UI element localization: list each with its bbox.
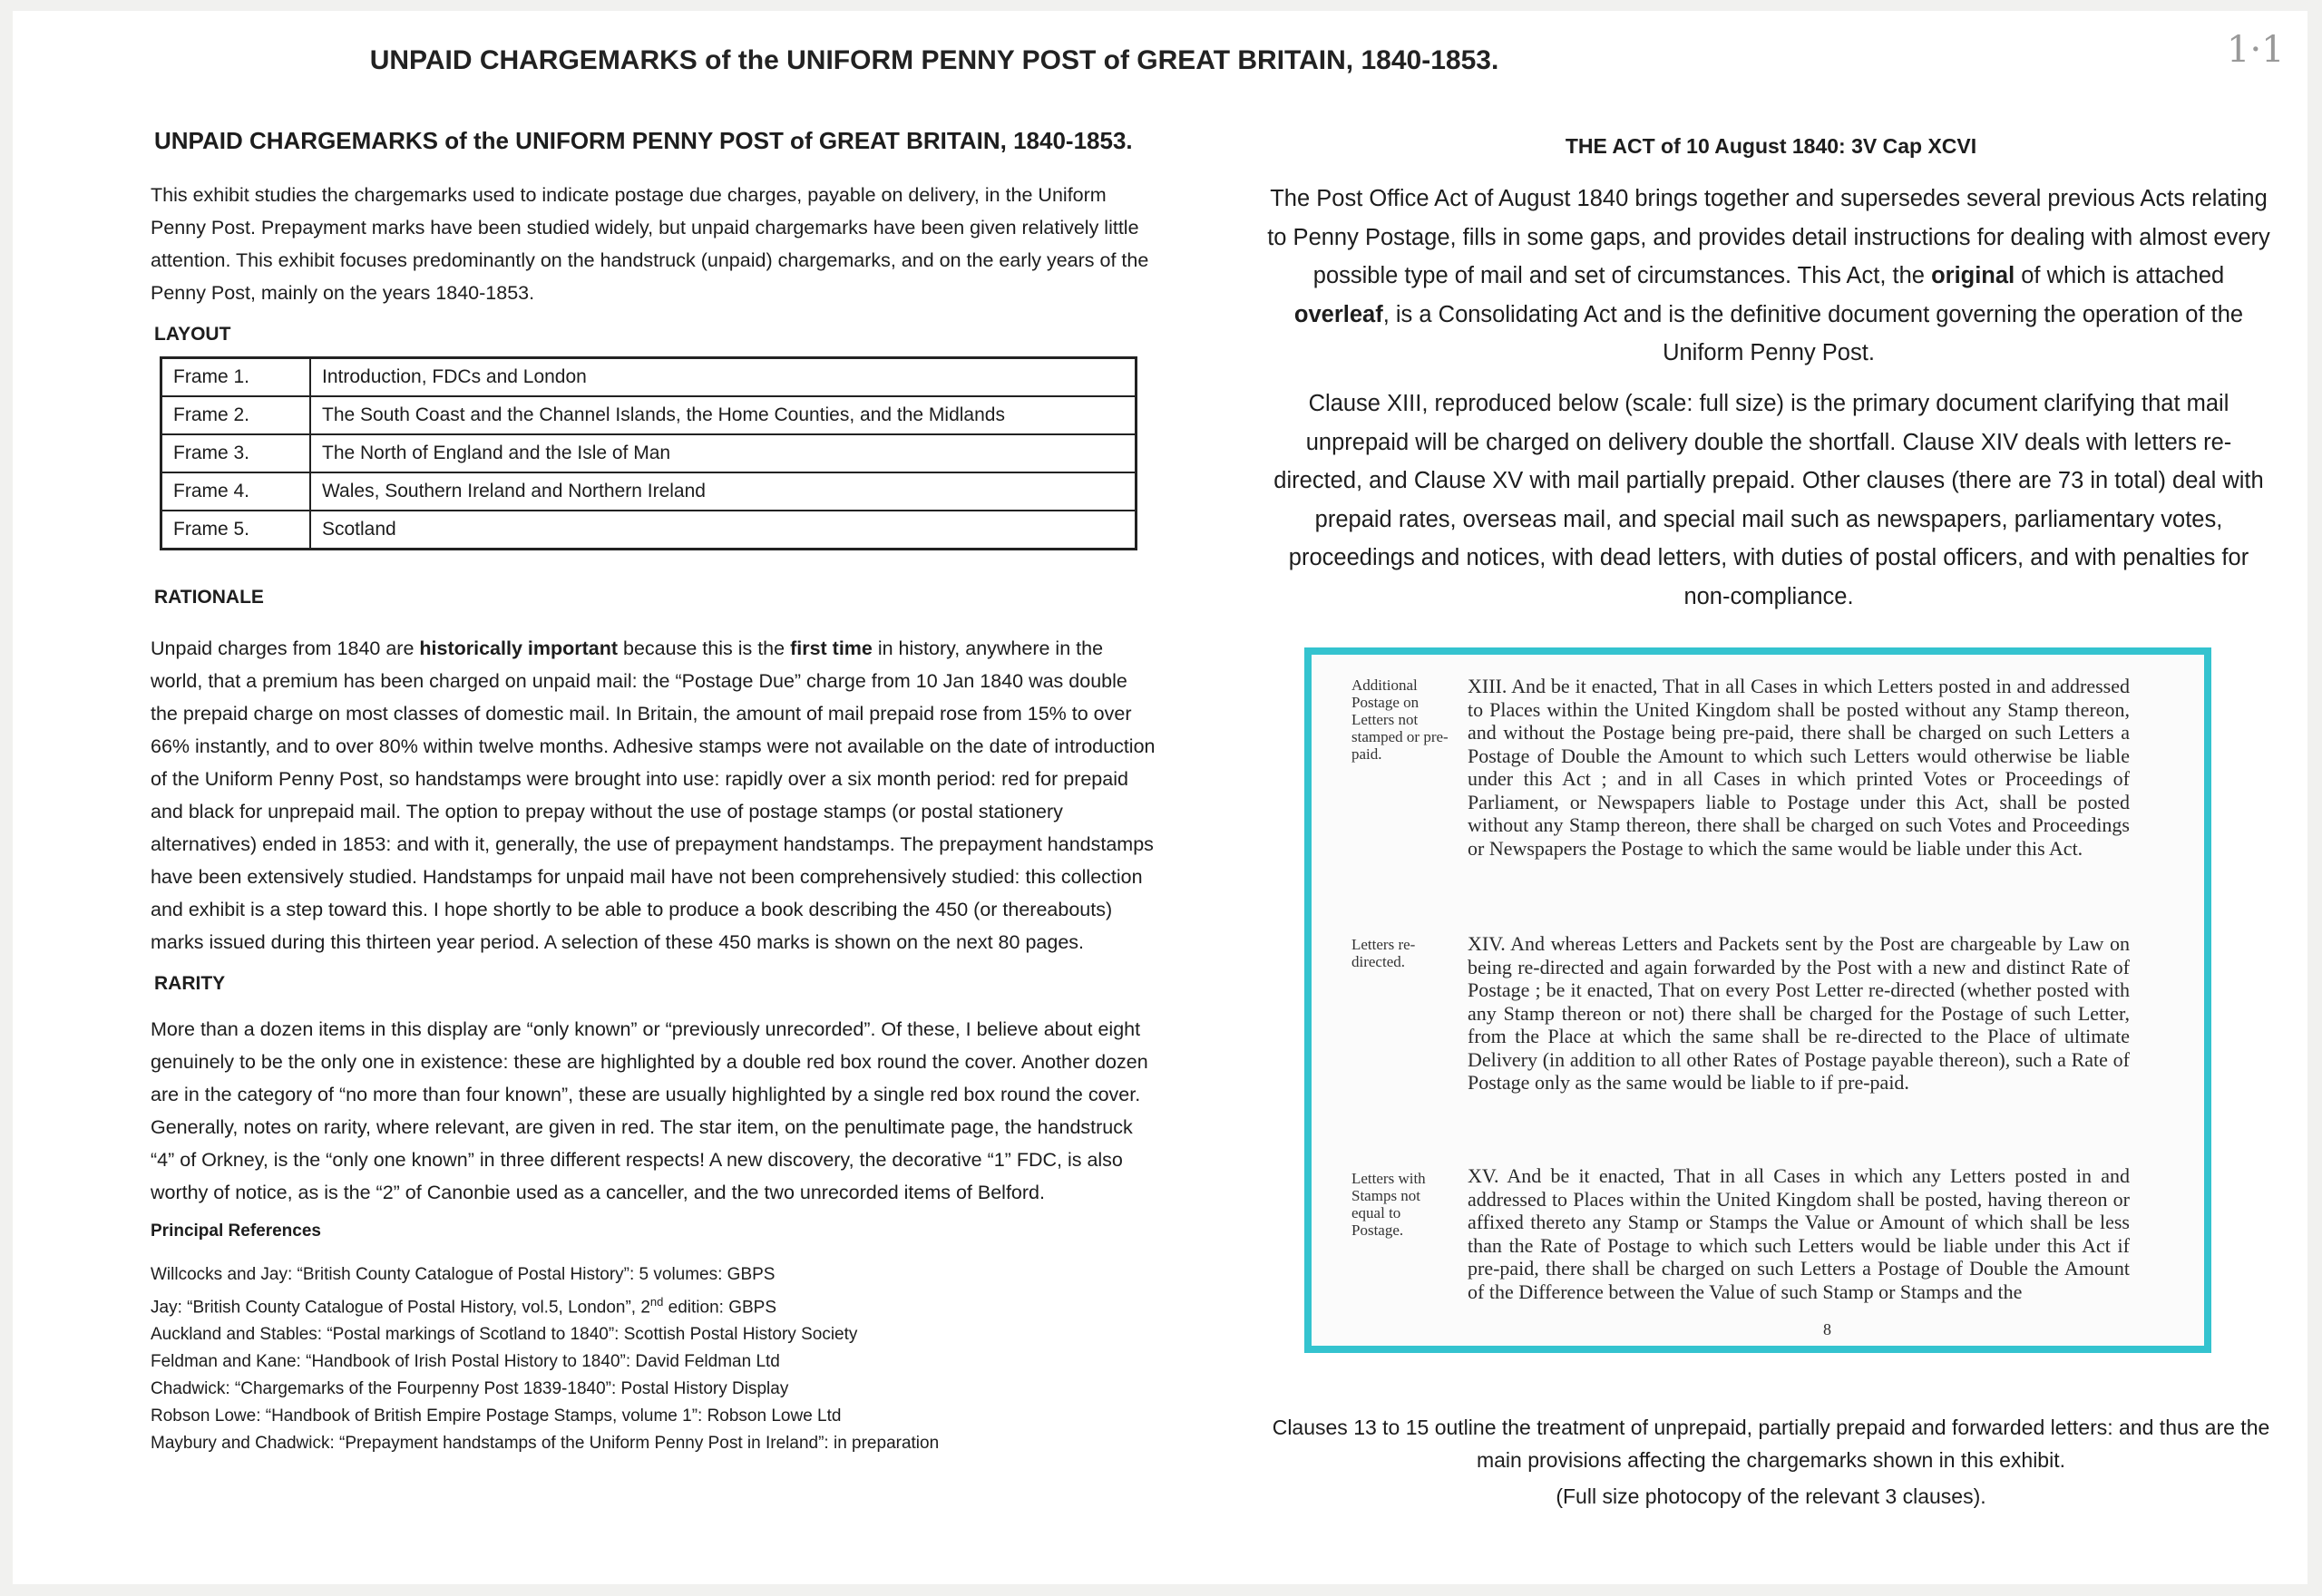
act-heading: THE ACT of 10 August 1840: 3V Cap XCVI xyxy=(1565,134,1977,158)
frame-content-cell: The North of England and the Isle of Man xyxy=(310,434,1137,472)
references-list xyxy=(151,1261,1157,1457)
table-row xyxy=(161,511,1137,550)
clause-xiv: XIV. And whereas Letters and Packets sent by the Post are chargeable by Law on being re-directed and again forwarded by the Post with a new and distinct Rate of Postage ; be it enacted, That on every Post Letter re-directed (whether posted with any Stamp thereon or not) there shall be charged for the Postage of such Letter, from the Place at which the same shall be re-directed to the Place of ultimate Delivery (in addition to all other Rates of Postage payable thereon), such a Rate of Postage only as the same would be liable to if pre-paid. xyxy=(1468,932,2130,1094)
clause-margin-note: Additional Postage on Letters not stamped or pre-paid. xyxy=(1351,676,1449,763)
clause-xv: XV. And be it enacted, That in all Cases in which any Letters posted in and addressed to Places within the United Kingdom shall be posted, having thereon or affixed thereto any Stamp or Stamps the Value or Amount of which shall be less than the Rate of Postage to which such Letters would be liable under this Act if pre-paid, there shall be charged on such Letters a Postage of Double the Amount of the Difference between the Value of such Stamp or Stamps and the xyxy=(1468,1164,2130,1303)
layout-table xyxy=(160,356,1137,550)
section-title: UNPAID CHARGEMARKS of the UNIFORM PENNY POST of GREAT BRITAIN, 1840-1853. xyxy=(154,127,1133,154)
frame-cell: Frame 3. xyxy=(161,434,311,472)
clauses-caption: Clauses 13 to 15 outline the treatment of unprepaid, partially prepaid and forwarded letters: and thus are the main provisions affecting the chargemarks shown in this exhibit. xyxy=(1272,1416,2270,1472)
reference-item: Auckland and Stables: “Postal markings of Scotland to 1840”: Scottish Postal History Society xyxy=(151,1325,858,1345)
frame-content-cell: Scotland xyxy=(310,511,1137,550)
clause-page-mark: 8 xyxy=(1823,1320,1831,1338)
reference-item: Chadwick: “Chargemarks of the Fourpenny Post 1839-1840”: Postal History Display xyxy=(151,1379,789,1399)
rationale-paragraph xyxy=(151,632,1157,959)
frame-content-cell: Introduction, FDCs and London xyxy=(310,358,1137,397)
rationale-text: in history, anywhere in the world, that a premium has been charged on unpaid mail: the “Postage Due” charge from 10 Jan 1840 was double the prepaid charge on most classes of domestic mail. In Britain, the amount of mail prepaid rose from 15% to over 66% instantly, and to over 80% within twelve months. Adhesive stamps were not available on the date of introduction of the Uniform Penny Post, so handstamps were brought into use: rapidly over a six month period: red for prepaid and black for unprepaid mail. The option to prepay without the use of postage stamps (or postal stationery alternatives) ended in 1853: and with it, generally, the use of prepayment handstamps. The prepayment handstamps have been extensively studied. Handstamps for unpaid mail have not been comprehensively studied: this collection and exhibit is a step toward this. I hope shortly to be able to produce a book describing the 450 (or thereabouts) marks issued during this thirteen year period. A selection of these 450 marks is shown on the next 80 pages. xyxy=(151,637,1156,953)
reference-text: edition: GBPS xyxy=(663,1298,777,1318)
reference-item: Maybury and Chadwick: “Prepayment handstamps of the Uniform Penny Post in Ireland”: in preparation xyxy=(151,1434,940,1454)
act-emphasis: original xyxy=(1931,263,2015,288)
rationale-heading: RATIONALE xyxy=(154,587,264,608)
intro-paragraph: This exhibit studies the chargemarks used to indicate postage due charges, payable on delivery, in the Uniform Penny Post. Prepayment marks have been studied widely, but unpaid chargemarks have been given relatively little attention. This exhibit focuses predominantly on the handstruck (unpaid) chargemarks, and on the early years of the Penny Post, mainly on the years 1840-1853. xyxy=(151,184,1149,304)
act-clauses-photocopy xyxy=(1304,647,2211,1353)
act-emphasis: overleaf xyxy=(1293,301,1383,327)
photocopy-note: (Full size photocopy of the relevant 3 clauses). xyxy=(1556,1484,1986,1508)
act-text: of which is attached xyxy=(2015,263,2225,288)
table-row xyxy=(161,434,1137,472)
clause-margin-note: Letters re-directed. xyxy=(1351,936,1416,970)
clause-margin-note: Letters with Stamps not equal to Postage. xyxy=(1351,1170,1426,1239)
frame-cell: Frame 5. xyxy=(161,511,311,550)
frame-content-cell: Wales, Southern Ireland and Northern Ireland xyxy=(310,472,1137,511)
frame-cell: Frame 4. xyxy=(161,472,311,511)
table-row xyxy=(161,472,1137,511)
reference-item: Robson Lowe: “Handbook of British Empire Postage Stamps, volume 1”: Robson Lowe Ltd xyxy=(151,1406,842,1426)
table-row xyxy=(161,358,1137,397)
rationale-emphasis: first time xyxy=(790,637,873,659)
rationale-emphasis: historically important xyxy=(419,637,619,659)
frame-cell: Frame 2. xyxy=(161,396,311,434)
reference-superscript: nd xyxy=(649,1295,664,1309)
table-row xyxy=(161,396,1137,434)
left-column xyxy=(151,127,1157,1457)
act-text: , is a Consolidating Act and is the definitive document governing the operation of the Uniform Penny Post. xyxy=(1382,301,2244,365)
rarity-paragraph: More than a dozen items in this display are “only known” or “previously unrecorded”. Of these, I believe about eight genuinely to be the only one in existence: these are highlighted by a double red box round the cover. Another dozen are in the category of “no more than four known”, these are usually highlighted by a single red box round the cover. Generally, notes on rarity, where relevant, are given in red. The star item, on the penultimate page, the handstruck “4” of Orkney, is the “only one known” in three different respects! A new discovery, the decorative “1” FDC, is also worthy of notice, as is the “2” of Canonbie used as a canceller, and the two unrecorded items of Belford. xyxy=(151,1018,1148,1203)
page-number: 1·1 xyxy=(2227,29,2285,71)
rationale-text: Unpaid charges from 1840 are xyxy=(151,637,420,659)
clause-xiii: XIII. And be it enacted, That in all Cases in which Letters posted in and addressed to Places within the United Kingdom shall be posted without any Stamp thereon, and without the Postage being pre-paid, there shall be charged on such Letters a Postage of Double the Amount to which such Letters would otherwise be liable under this Act ; and in all Cases in which printed Votes or Proceedings of Parliament, or Newspapers liable to Postage under this Act, shall be posted without any Stamp thereon, there shall be charged on such Votes and Proceedings or Newspapers the Postage to which the same would be liable under this Act. xyxy=(1468,675,2130,860)
frame-cell: Frame 1. xyxy=(161,358,311,397)
page-title: UNPAID CHARGEMARKS of the UNIFORM PENNY POST of GREAT BRITAIN, 1840-1853. xyxy=(369,45,1499,75)
rarity-heading: RARITY xyxy=(154,973,226,994)
layout-heading: LAYOUT xyxy=(154,324,231,345)
frame-content-cell: The South Coast and the Channel Islands, the Home Counties, and the Midlands xyxy=(310,396,1137,434)
reference-item: Willcocks and Jay: “British County Catalogue of Postal History”: 5 volumes: GBPS xyxy=(151,1265,776,1284)
references-heading: Principal References xyxy=(151,1221,321,1241)
rationale-text: because this is the xyxy=(618,637,791,659)
act-text: The Post Office Act of August 1840 brings together and supersedes several previous Acts relating to Penny Postage, fills in some gaps, and provides detail instructions for dealing with almost every possible type of mail and set of circumstances. This Act, the xyxy=(1267,186,2270,288)
reference-text: Jay: “British County Catalogue of Postal History, vol.5, London”, 2 xyxy=(151,1298,650,1318)
act-paragraph xyxy=(1265,180,2272,373)
reference-item xyxy=(151,1289,1157,1321)
clause-intro-paragraph: Clause XIII, reproduced below (scale: full size) is the primary document clarifying that mail unprepaid will be charged on delivery double the shortfall. Clause XIV deals with letters re-directed, and Clause XV with mail partially prepaid. Other clauses (there are 73 in total) deal with prepaid rates, overseas mail, and special mail such as newspapers, parliamentary votes, proceedings and notices, with dead letters, with duties of postal officers, and with penalties for non-compliance. xyxy=(1273,391,2264,609)
reference-item: Feldman and Kane: “Handbook of Irish Postal History to 1840”: David Feldman Ltd xyxy=(151,1352,780,1372)
